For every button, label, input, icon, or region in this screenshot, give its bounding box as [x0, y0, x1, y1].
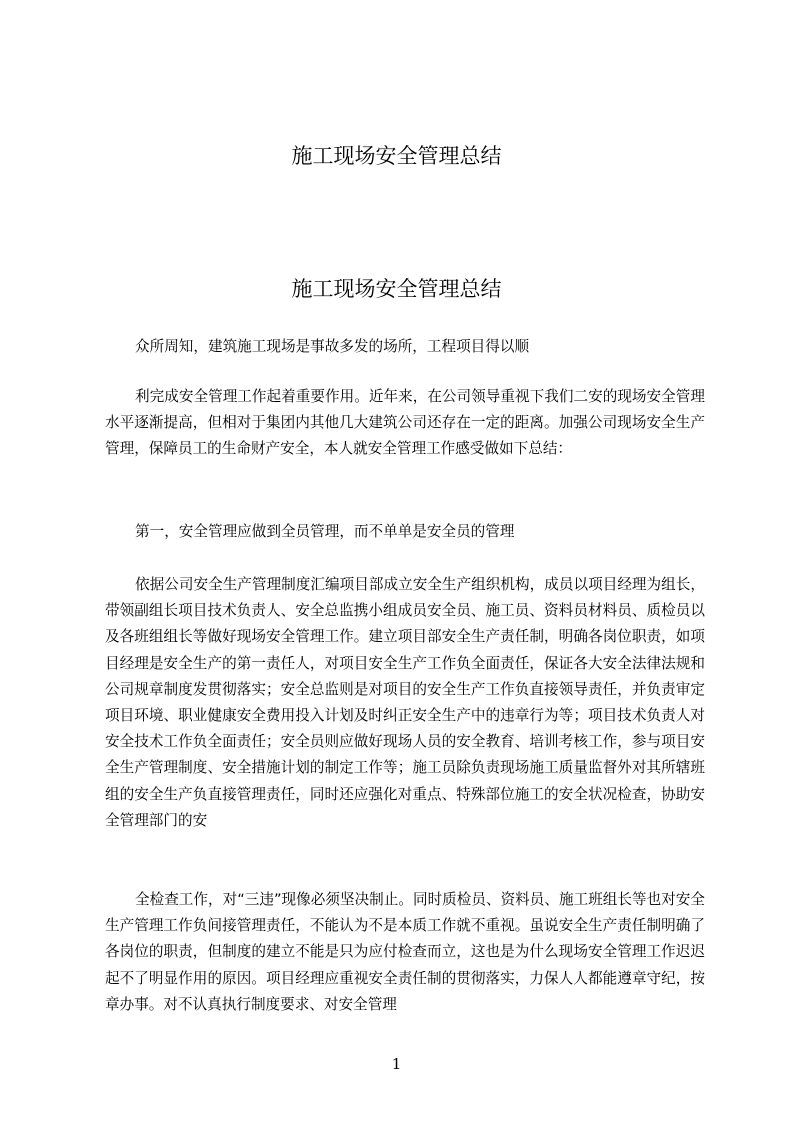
paragraph-intro: 众所周知，建筑施工现场是事故多发的场所，工程项目得以顺 — [135, 338, 530, 355]
document-heading: 施工现场安全管理总结 — [291, 277, 502, 301]
paragraph-background: 利完成安全管理工作起着重要作用。近年来，在公司领导重视下我们二安的现场安全管理水平逐渐提高，但相对于集团内其他几大建筑公司还存在一定的距离。加强公司现场安全生产管理，保障员工的生命财产安全，本人就安全管理工作感受做如下总结： — [105, 388, 705, 458]
paragraph-inspection: 全检查工作，对“三违”现像必须坚决制止。同时质检员、资料员、施工班组长等也对安全生产管理工作负间接管理责任，不能认为不是本质工作就不重视。虽说安全生产责任制明确了各岗位的职责，但制度的建立不能是只为应付检查而立，这也是为什么现场安全管理工作迟迟起不了明显作用的原因。项目经理应重视安全责任制的贯彻落实，力保人人都能遵章守纪，按章办事。对不认真执行制度要求、对安全管理 — [105, 891, 705, 1013]
page-number: 1 — [391, 1055, 402, 1073]
section-heading-first: 第一，安全管理应做到全员管理，而不单单是安全员的管理 — [135, 523, 515, 540]
paragraph-organization: 依据公司安全生产管理制度汇编项目部成立安全生产组织机构，成员以项目经理为组长，带领副组长项目技术负责人、安全总监携小组成员安全员、施工员、资料员材料员、质检员以及各班组组长等做好现场安全管理工作。建立项目部安全生产责任制，明确各岗位职责，如项目经理是安全生产的第一责任人，对项目安全生产工作负全面责任，保证各大安全法律法规和公司规章制度发贯彻落实；安全总监则是对项目的安全生产工作负直接领导责任，并负责审定项目环境、职业健康安全费用投入计划及时纠正安全生产中的违章行为等；项目技术负责人对安全技术工作负全面责任；安全员则应做好现场人员的安全教育、培训考核工作，参与项目安全生产管理制度、安全措施计划的制定工作等；施工员除负责现场施工质量监督外对其所辖班组的安全生产负直接管理责任，同时还应强化对重点、特殊部位施工的安全状况检查，协助安全管理部门的安 — [105, 576, 705, 829]
cover-title: 施工现场安全管理总结 — [291, 144, 502, 168]
